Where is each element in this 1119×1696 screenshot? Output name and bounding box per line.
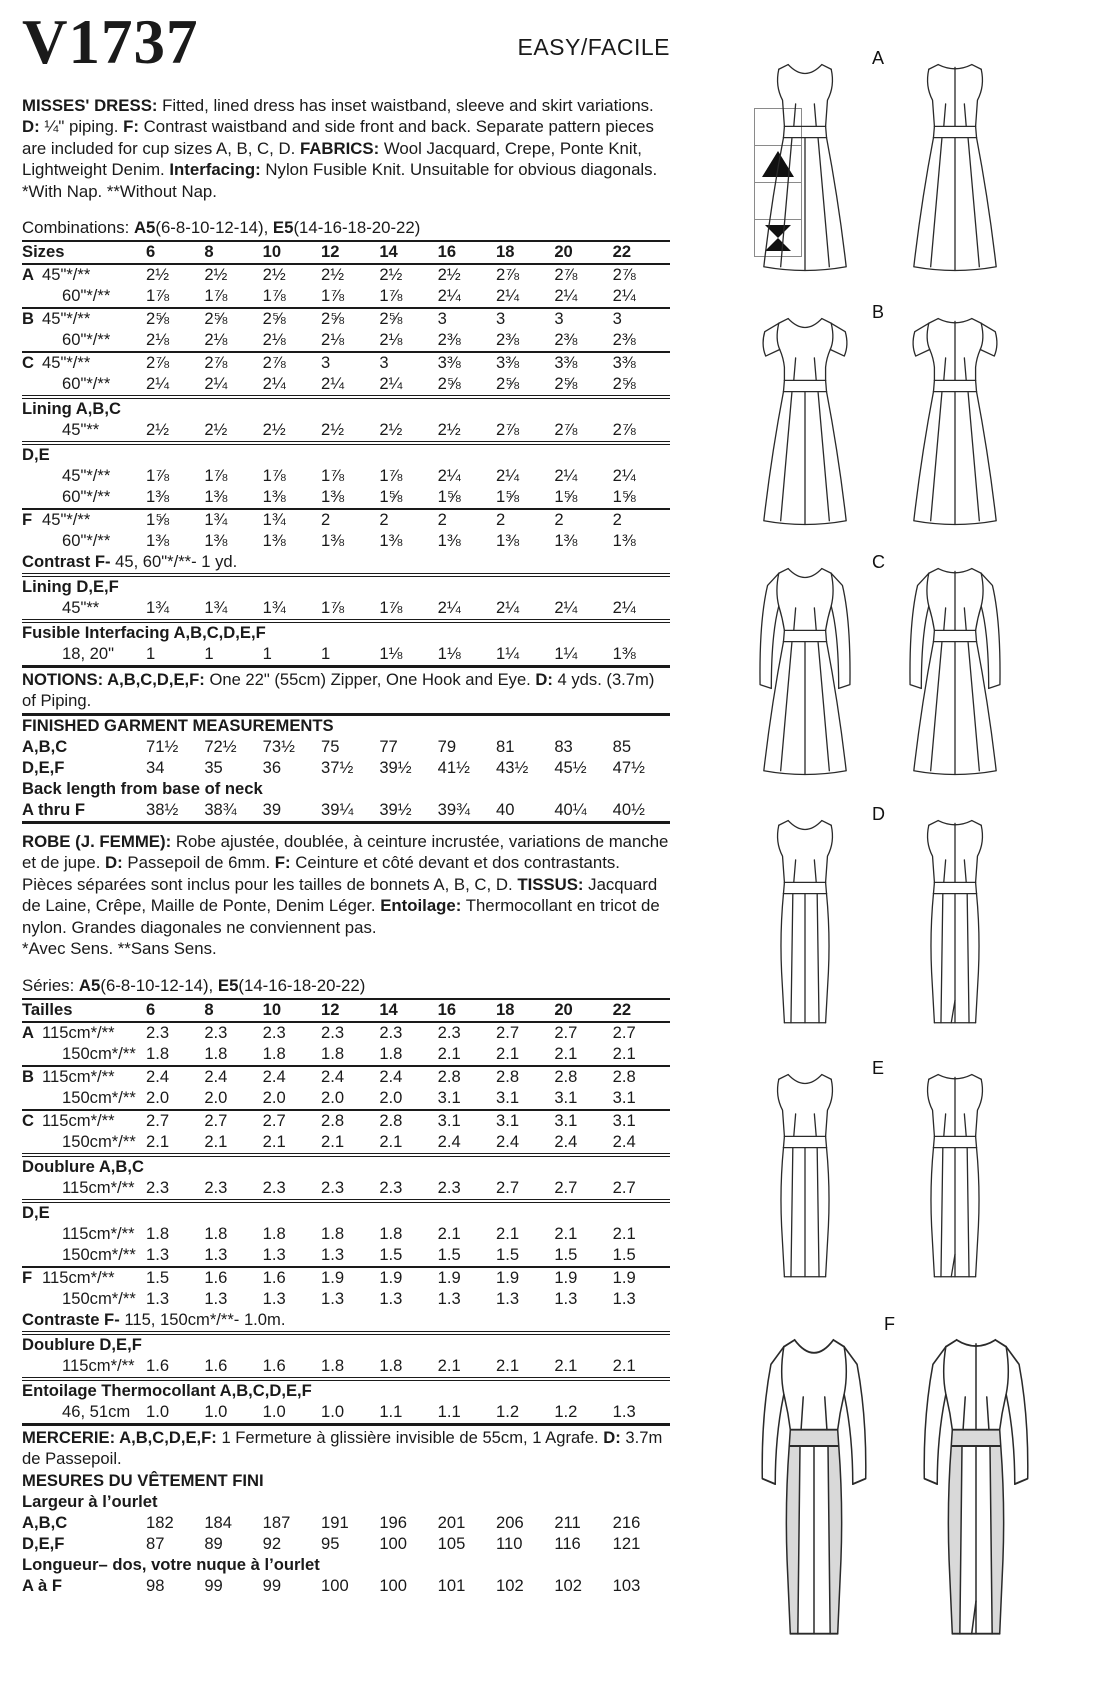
table-row: Lining D,E,F [22, 573, 670, 598]
pattern-number: V1737 [22, 7, 199, 77]
table-header-row: Sizes 6 8 10 12 14 16 18 20 22 [22, 242, 632, 262]
table-row: 150cm*/** 1.3 1.3 1.3 1.3 1.5 1.5 1.5 1.5 1.5 [62, 1245, 636, 1265]
difficulty-label: EASY/FACILE [517, 34, 670, 60]
table-row: 60"*/** 1⅞ 1⅞ 1⅞ 1⅞ 1⅞ 2¼ 2¼ 2¼ 2¼ [62, 286, 636, 306]
description-french: ROBE (J. FEMME): Robe ajustée, doublée, à ceinture incrustée, variations de manche et de jupe. D: Passepoil de 6mm. F: Ceinture et côté devant et dos contrastants. Pièces séparées sont inclus pour les tailles de bonnets A, B, C, D. TISSUS: Jacquard de Laine, Crêpe, Maille de Ponte, Denim Léger. Entoilage: Thermocollant en tricot de nylon. Grandes diagonales ne conviennent pas. *Avec Sens. **Sans Sens. [22, 832, 669, 959]
table-row: A 45"*/** 2½ 2½ 2½ 2½ 2½ 2½ 2⅞ 2⅞ 2⅞ [22, 263, 670, 286]
yardage-table-imperial [22, 240, 670, 824]
table-row: Longueur– dos, votre nuque à l’ourlet [22, 1555, 320, 1575]
table-row: C 45"*/** 2⅞ 2⅞ 2⅞ 3 3 3⅜ 3⅜ 3⅜ 3⅜ [22, 351, 670, 374]
table-row [22, 821, 670, 824]
table-row: Fusible Interfacing A,B,C,D,E,F [22, 619, 670, 644]
dress-group-A [744, 44, 1044, 278]
table-row: FINISHED GARMENT MEASUREMENTS [22, 713, 670, 737]
table-row: Doublure D,E,F [22, 1331, 670, 1356]
description-english: MISSES' DRESS: Fitted, lined dress has inset waistband, sleeve and skirt variations. D: ¼" piping. F: Contrast waistband and side front and back. Separate pattern pieces are included for cup sizes A, B, C, D. FABRICS: Wool Jacquard, Crepe, Ponte Knit, Lightweight Denim. Interfacing: Nylon Fusible Knit. Unsuitable for obvious diagonals. *With Nap. **Without Nap. [22, 96, 658, 201]
table-row: 150cm*/** 2.1 2.1 2.1 2.1 2.1 2.4 2.4 2.4 2.4 [62, 1132, 636, 1152]
table-row: 45"*/** 1⅞ 1⅞ 1⅞ 1⅞ 1⅞ 2¼ 2¼ 2¼ 2¼ [62, 466, 636, 486]
table-row: F 115cm*/** 1.5 1.6 1.6 1.9 1.9 1.9 1.9 1.9 1.9 [22, 1266, 670, 1289]
table-row: C 115cm*/** 2.7 2.7 2.7 2.8 2.8 3.1 3.1 3.1 3.1 [22, 1109, 670, 1132]
table-row: A,B,C 71½ 72½ 73½ 75 77 79 81 83 85 [22, 737, 632, 757]
dress-group-C [744, 548, 1044, 782]
table-row: F 45"*/** 1⅝ 1¾ 1¾ 2 2 2 2 2 2 [22, 508, 670, 531]
illustration-column [744, 0, 1119, 1696]
table-row: 115cm*/** 1.8 1.8 1.8 1.8 1.8 2.1 2.1 2.1 2.1 [62, 1224, 636, 1244]
dress-group-B [744, 298, 1044, 532]
view-label-F: F [884, 1314, 895, 1334]
table-row: 115cm*/** 2.3 2.3 2.3 2.3 2.3 2.3 2.7 2.7 2.7 [62, 1178, 636, 1198]
table-row: 60"*/** 1⅜ 1⅜ 1⅜ 1⅜ 1⅝ 1⅝ 1⅝ 1⅝ 1⅝ [62, 487, 636, 507]
table-row: Entoilage Thermocollant A,B,C,D,E,F [22, 1377, 670, 1402]
dress-group-E [744, 1054, 1044, 1288]
table-row: A thru F 38½ 38¾ 39 39¼ 39½ 39¾ 40 40¼ 40½ [22, 800, 645, 820]
table-row: D,E,F 34 35 36 37½ 39½ 41½ 43½ 45½ 47½ [22, 758, 645, 778]
table-row: D,E [22, 1199, 670, 1224]
table-row: 46, 51cm 1.0 1.0 1.0 1.0 1.1 1.1 1.2 1.2 1.3 [62, 1402, 636, 1422]
table-row: Contraste F- 115, 150cm*/**- 1.0m. [22, 1310, 286, 1330]
table-row: Lining A,B,C [22, 395, 670, 420]
table-row: 45"** 1¾ 1¾ 1¾ 1⅞ 1⅞ 2¼ 2¼ 2¼ 2¼ [62, 598, 636, 618]
table-row: MERCERIE: A,B,C,D,E,F: 1 Fermeture à glissière invisible de 55cm, 1 Agrafe. D: 3.7m de Passepoil. [22, 1423, 670, 1471]
table-row: Largeur à l’ourlet [22, 1492, 158, 1512]
table-row: 150cm*/** 1.3 1.3 1.3 1.3 1.3 1.3 1.3 1.3 1.3 [62, 1289, 636, 1309]
view-label-C: C [872, 552, 885, 572]
table-row: MESURES DU VÊTEMENT FINI [22, 1471, 264, 1491]
table-header-row: Tailles 6 8 10 12 14 16 18 20 22 [22, 1000, 632, 1020]
table-row: 60"*/** 2¼ 2¼ 2¼ 2¼ 2¼ 2⅝ 2⅝ 2⅝ 2⅝ [62, 374, 636, 394]
table-row: 18, 20" 1 1 1 1 1⅛ 1⅛ 1¼ 1¼ 1⅜ [62, 644, 636, 664]
view-label-E: E [872, 1058, 885, 1078]
table-row: Doublure A,B,C [22, 1153, 670, 1178]
table-row: D,E,F 87 89 92 95 100 105 110 116 121 [22, 1534, 641, 1554]
table-row: Contrast F- 45, 60"*/**- 1 yd. [22, 552, 238, 572]
text-column [22, 6, 670, 1597]
view-label-D: D [872, 804, 885, 824]
table-row: NOTIONS: A,B,C,D,E,F: One 22" (55cm) Zipper, One Hook and Eye. D: 4 yds. (3.7m) of Piping. [22, 665, 670, 713]
table-row: Back length from base of neck [22, 779, 263, 799]
table-row: B 115cm*/** 2.4 2.4 2.4 2.4 2.4 2.8 2.8 2.8 2.8 [22, 1065, 670, 1088]
series-line: Séries: A5(6-8-10-12-14), E5(14-16-18-20-22) [22, 976, 366, 996]
table-row: 115cm*/** 1.6 1.6 1.6 1.8 1.8 2.1 2.1 2.1 2.1 [62, 1356, 636, 1376]
table-row: B 45"*/** 2⅝ 2⅝ 2⅝ 2⅝ 2⅝ 3 3 3 3 [22, 307, 670, 330]
combinations-line: Combinations: A5(6-8-10-12-14), E5(14-16-18-20-22) [22, 218, 421, 238]
table-row: 45"** 2½ 2½ 2½ 2½ 2½ 2½ 2⅞ 2⅞ 2⅞ [62, 420, 636, 440]
table-row: 150cm*/** 1.8 1.8 1.8 1.8 1.8 2.1 2.1 2.1 2.1 [62, 1044, 636, 1064]
table-row: A,B,C 182 184 187 191 196 201 206 211 216 [22, 1513, 641, 1533]
title-bar [22, 6, 670, 86]
table-row: 60"*/** 2⅛ 2⅛ 2⅛ 2⅛ 2⅛ 2⅜ 2⅜ 2⅜ 2⅜ [62, 330, 636, 350]
table-row: A 115cm*/** 2.3 2.3 2.3 2.3 2.3 2.3 2.7 2.7 2.7 [22, 1021, 670, 1044]
table-row: D,E [22, 441, 670, 466]
dress-group-F [744, 1310, 1044, 1650]
view-label-B: B [872, 302, 885, 322]
table-row: 60"*/** 1⅜ 1⅜ 1⅜ 1⅜ 1⅜ 1⅜ 1⅜ 1⅜ 1⅜ [62, 531, 636, 551]
view-label-A: A [872, 48, 885, 68]
table-row: A à F 98 99 99 100 100 101 102 102 103 [22, 1576, 641, 1596]
dress-group-D [744, 800, 1044, 1034]
yardage-table-metric [22, 998, 670, 1597]
table-row: 150cm*/** 2.0 2.0 2.0 2.0 2.0 3.1 3.1 3.1 3.1 [62, 1088, 636, 1108]
